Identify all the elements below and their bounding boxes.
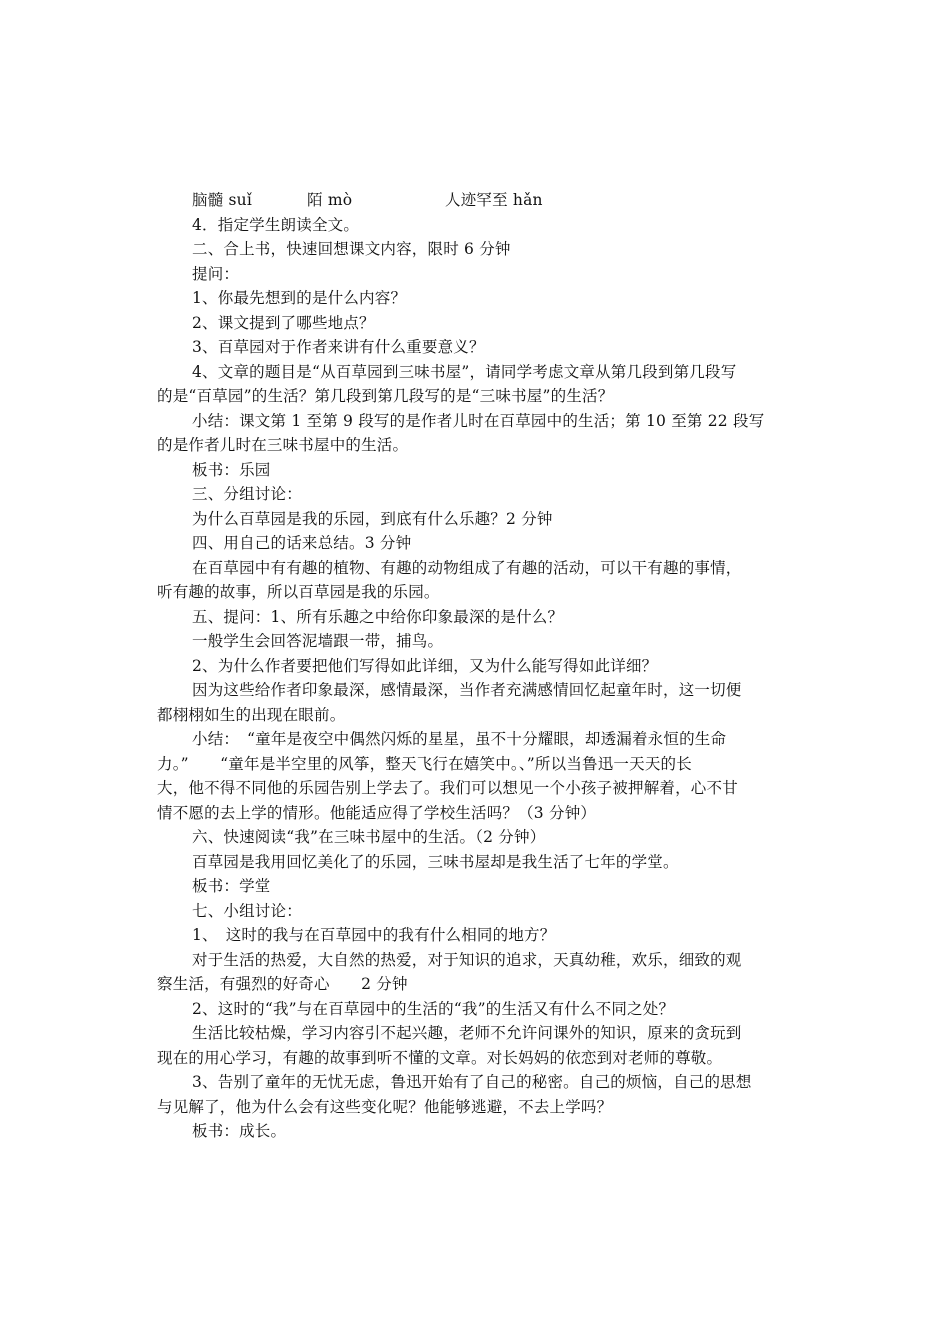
section-heading: 四、用自己的话来总结。3 分钟 <box>192 534 412 552</box>
section-heading: 六、快速阅读“我”在三味书屋中的生活。（2 分钟） <box>192 828 546 846</box>
question-item: 3、告别了童年的无忧无虑，鲁迅开始有了自己的秘密。自己的烦恼，自己的思想 <box>192 1073 752 1091</box>
paragraph-line: 生活比较枯燥，学习内容引不起兴趣，老师不允许问课外的知识，原来的贪玩到 <box>192 1024 742 1042</box>
paragraph-line: 与见解了，他为什么会有这些变化呢？他能够逃避，不去上学吗？ <box>157 1097 613 1116</box>
question-item: 2、这时的“我”与在百草园中的生活的“我”的生活又有什么不同之处？ <box>192 999 675 1018</box>
paragraph-line: 的是“百草园”的生活？第几段到第几段写的是“三味书屋”的生活？ <box>157 387 614 405</box>
pinyin-item: 人迹罕至 hǎn <box>445 191 543 209</box>
question-item: 2、课文提到了哪些地点？ <box>192 313 375 332</box>
paragraph-line: 在百草园中有有趣的植物、有趣的动物组成了有趣的活动，可以干有趣的事情， <box>192 558 742 577</box>
paragraph-line: 都栩栩如生的出现在眼前。 <box>157 705 346 724</box>
pinyin-item: 脑髓 suǐ <box>192 191 253 209</box>
paragraph-line: 大，他不得不同他的乐园告别上学去了。我们可以想见一个小孩子被押解着，心不甘 <box>157 779 738 797</box>
question-item: 4、文章的题目是“从百草园到三味书屋”，请同学考虑文章从第几段到第几段写 <box>192 362 737 381</box>
paragraph-line: 为什么百草园是我的乐园，到底有什么乐趣？2 分钟 <box>192 509 553 528</box>
question-item: 2、为什么作者要把他们写得如此详细，又为什么能写得如此详细？ <box>192 656 658 675</box>
section-heading: 七、小组讨论： <box>192 901 302 920</box>
paragraph-line: 提问： <box>192 264 240 283</box>
paragraph-line: 因为这些给作者印象最深，感情最深，当作者充满感情回忆起童年时，这一切便 <box>192 681 742 699</box>
paragraph-line: 情不愿的去上学的情形。他能适应得了学校生活吗？（3 分钟） <box>157 803 597 822</box>
section-heading: 三、分组讨论： <box>192 485 302 503</box>
summary-line: 小结： “童年是夜空中偶然闪烁的星星，虽不十分耀眼，却透漏着永恒的生命 <box>192 730 727 748</box>
paragraph-line: 百草园是我用回忆美化了的乐园，三味书屋却是我生活了七年的学堂。 <box>192 852 679 871</box>
blackboard-note: 板书：学堂 <box>192 877 271 895</box>
blackboard-note: 板书：乐园 <box>192 460 271 479</box>
question-item: 3、百草园对于作者来讲有什么重要意义？ <box>192 338 485 356</box>
summary-line: 小结：课文第 1 至第 9 段写的是作者儿时在百草园中的生活；第 10 至第 22 段写 <box>192 411 765 430</box>
blackboard-note: 板书：成长。 <box>192 1122 287 1140</box>
paragraph-line: 听有趣的故事，所以百草园是我的乐园。 <box>157 583 440 601</box>
section-heading: 二、合上书，快速回想课文内容，限时 6 分钟 <box>192 240 511 258</box>
pinyin-item: 陌 mò <box>307 191 353 209</box>
paragraph-line: 察生活，有强烈的好奇心 2 分钟 <box>157 975 408 993</box>
paragraph-line: 的是作者儿时在三味书屋中的生活。 <box>157 436 409 454</box>
question-item: 1、你最先想到的是什么内容？ <box>192 289 407 307</box>
question-item: 1、 这时的我与在百草园中的我有什么相同的地方？ <box>192 926 556 944</box>
paragraph-line: 力。” “童年是半空里的风筝，整天飞行在嬉笑中。、”所以当鲁迅一天天的长 <box>157 754 692 773</box>
paragraph-line: 现在的用心学习，有趣的故事到听不懂的文章。对长妈妈的依恋到对老师的尊敬。 <box>157 1048 723 1067</box>
paragraph-line: 对于生活的热爱，大自然的热爱，对于知识的追求，天真幼稚，欢乐，细致的观 <box>192 950 742 969</box>
document-body <box>157 188 797 1144</box>
paragraph-line: 一般学生会回答泥墙跟一带，捕鸟。 <box>192 632 444 650</box>
paragraph-line: 4．指定学生朗读全文。 <box>192 215 360 234</box>
pinyin-vocabulary-row <box>157 188 797 213</box>
section-heading: 五、提问：1、所有乐趣之中给你印象最深的是什么？ <box>192 607 564 626</box>
